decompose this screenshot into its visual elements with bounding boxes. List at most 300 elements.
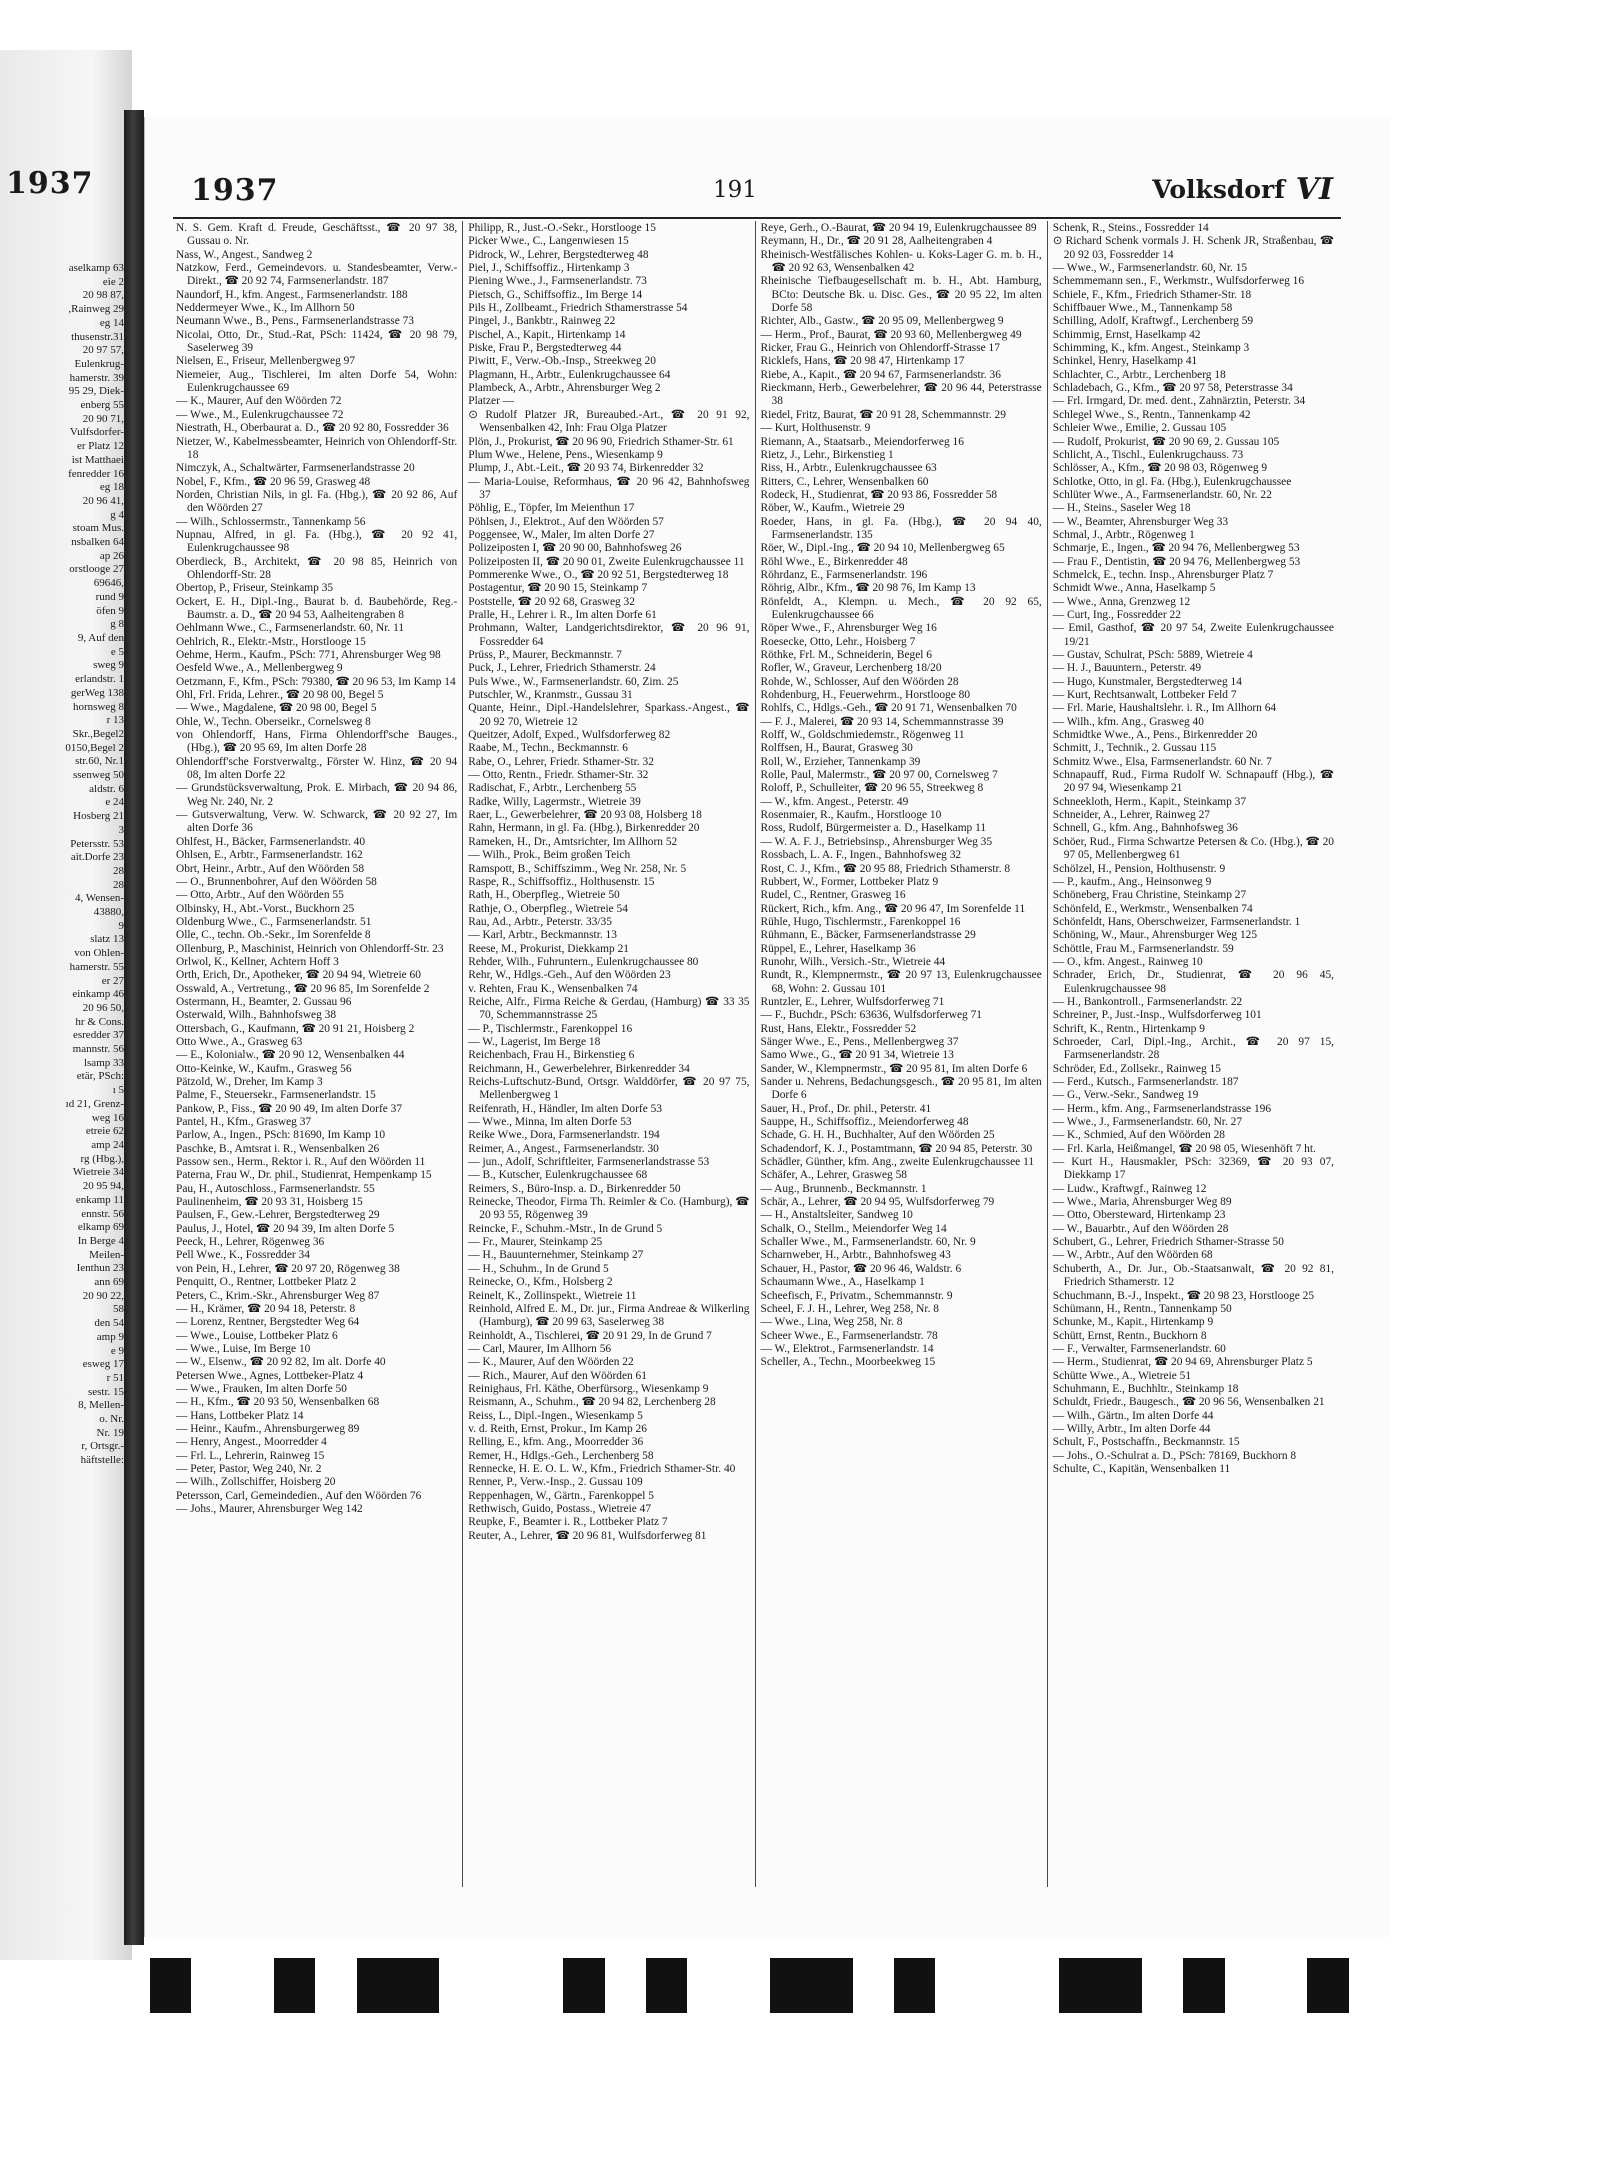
directory-entry: Poststelle, ☎ 20 92 68, Grasweg 32	[468, 595, 635, 608]
directory-entry: — W., Elektrot., Farmsenerlandstr. 14	[760, 1342, 934, 1355]
previous-page-fragment: 4, Wensen-	[74, 892, 124, 905]
directory-entry: — Hugo, Kunstmaler, Bergstedterweg 14	[1052, 675, 1242, 688]
directory-entry: Reppenhagen, W., Gärtn., Farenkoppel 5	[468, 1489, 654, 1502]
directory-entry: Rohdenburg, H., Feuerwehrm., Horstlooge 80	[760, 689, 971, 702]
directory-entry: Reichs-Luftschutz-Bund, Ortsgr. Walddörfer, ☎ 20 97 75, Mellenbergweg 1	[468, 1076, 750, 1102]
previous-page-fragment: thusenstr.31	[71, 330, 124, 343]
previous-page-fragment: einkamp 46	[72, 988, 124, 1001]
directory-entry: Rameken, H., Dr., Amtsrichter, Im Allhorn 52	[468, 835, 678, 848]
directory-entry: Roloff, P., Schulleiter, ☎ 20 96 55, Streekweg 8	[760, 782, 984, 795]
previous-page-fragment: etär, PSch:	[76, 1070, 124, 1083]
directory-entry: Reiche, Alfr., Firma Reiche & Gerdau, (Hamburg) ☎ 33 35 70, Schemmannstrasse 25	[468, 995, 750, 1022]
scan-artifact-bar	[150, 1958, 1390, 2013]
previous-page-fragment: 3	[118, 823, 124, 836]
previous-page-fragment: ,Rainweg 29	[68, 303, 124, 316]
directory-entry: Rolffsen, H., Baurat, Grasweg 30	[760, 742, 913, 755]
directory-entry: — jun., Adolf, Schriftleiter, Farmsenerlandstrasse 53	[468, 1156, 710, 1169]
directory-entry: Renner, P., Verw.-Insp., 2. Gussau 109	[468, 1476, 643, 1489]
directory-entry: Ricklefs, Hans, ☎ 20 98 47, Hirtenkamp 17	[760, 355, 965, 368]
directory-entry: Schleier Wwe., Emilie, 2. Gussau 105	[1052, 422, 1227, 435]
directory-entry: Ricker, Frau G., Heinrich von Ohlendorff-Strasse 17	[760, 342, 1000, 355]
scan-artifact-block	[853, 1958, 894, 2013]
directory-entry: Riss, H., Arbtr., Eulenkrugchaussee 63	[760, 462, 937, 475]
previous-page-fragment: e 24	[105, 796, 124, 809]
directory-entry: Reymann, H., Dr., ☎ 20 91 28, Aalheitengraben 4	[760, 235, 993, 248]
directory-column-2	[462, 221, 754, 1887]
directory-entry: von Ohlendorff, Hans, Firma Ohlendorff'sche Bauges., (Hbg.), ☎ 20 95 69, Im alten Dorfe 28	[176, 729, 458, 755]
directory-entry: Pell Wwe., K., Fossredder 34	[176, 1249, 310, 1262]
directory-entry: Pingel, J., Bankbtr., Rainweg 22	[468, 315, 616, 328]
directory-entry: Reichenbach, Frau H., Birkenstieg 6	[468, 1049, 635, 1062]
previous-page-fragment: 9, Auf den	[77, 631, 124, 644]
previous-page-fragment: r 51	[106, 1371, 124, 1384]
directory-entry: Schuchmann, B.-J., Inspekt., ☎ 20 98 23, Horstlooge 25	[1052, 1289, 1315, 1302]
directory-entry: Oldenburg Wwe., C., Farmsenerlandstr. 51	[176, 915, 372, 928]
directory-entry: — Karl, Arbtr., Beckmannstr. 13	[468, 929, 617, 942]
directory-entry: Radke, Willy, Lagermstr., Wietreie 39	[468, 795, 641, 808]
directory-entry: Reye, Gerh., O.-Baurat, ☎ 20 94 19, Eulenkrugchaussee 89	[760, 222, 1037, 234]
previous-page-fragment: g 4	[110, 508, 124, 521]
directory-entry: Rühle, Hugo, Tischlermstr., Farenkoppel 16	[760, 915, 961, 928]
directory-entry: Rofler, W., Graveur, Lerchenberg 18/20	[760, 662, 942, 675]
directory-entry: — F., Verwalter, Farmsenerlandstr. 60	[1052, 1342, 1226, 1355]
directory-entry: Schlachter, C., Arbtr., Lerchenberg 18	[1052, 368, 1226, 381]
directory-entry: Philipp, R., Just.-O.-Sekr., Horstlooge 15	[468, 222, 656, 234]
directory-entry: Pöhlsen, J., Elektrot., Auf den Wöörden 57	[468, 515, 664, 528]
directory-entry: Reincke, F., Schuhm.-Mstr., In de Grund 5	[468, 1222, 663, 1235]
scan-artifact-block	[481, 1958, 522, 2013]
directory-entry: Paulus, J., Hotel, ☎ 20 94 39, Im alten Dorfe 5	[176, 1222, 395, 1235]
previous-page-fragment: 20 90 71,	[82, 412, 124, 425]
directory-entry: — Frl. Karla, Heißmangel, ☎ 20 98 05, Wiesenhöft 7 ht.	[1052, 1142, 1316, 1155]
directory-entry: Paulsen, F., Gew.-Lehrer, Bergstedterweg 29	[176, 1209, 380, 1222]
directory-entry: Paulinenheim, ☎ 20 93 31, Hoisberg 15	[176, 1196, 363, 1209]
directory-entry: Ritters, C., Lehrer, Wensenbalken 60	[760, 475, 929, 488]
directory-entry: — Carl, Maurer, Im Allhorn 56	[468, 1342, 612, 1355]
directory-entry: Riemann, A., Staatsarb., Meiendorferweg 16	[760, 435, 964, 448]
directory-entry: Rühmann, E., Bäcker, Farmsenerlandstrasse 29	[760, 929, 976, 942]
directory-entry: — Grundstücksverwaltung, Prok. E. Mirbach, ☎ 20 94 86, Weg Nr. 240, Nr. 2	[176, 782, 458, 808]
directory-entry: Riebe, A., Kapit., ☎ 20 94 67, Farmsenerlandstr. 36	[760, 368, 1001, 381]
directory-entry: — H., Bauunternehmer, Steinkamp 27	[468, 1249, 644, 1262]
previous-page-fragment: den 54	[94, 1317, 124, 1330]
directory-entry: Niemeier, Aug., Tischlerei, Im alten Dorfe 54, Wohn: Eulenkrugchaussee 69	[176, 368, 458, 395]
directory-entry: Schulte, C., Kapitän, Wensenbalken 11	[1052, 1462, 1231, 1475]
previous-page-fragment: eie 2	[102, 275, 124, 288]
directory-entry: — W., Bauarbtr., Auf den Wöörden 28	[1052, 1222, 1229, 1235]
directory-entry: Schmarje, E., Ingen., ☎ 20 94 76, Mellenbergweg 53	[1052, 542, 1300, 555]
directory-entry: Schimmig, Ernst, Haselkamp 42	[1052, 328, 1201, 341]
directory-entry: Schiele, F., Kfm., Friedrich Sthamer-Str. 18	[1052, 288, 1252, 301]
directory-entry: Pietsch, G., Schiffsoffiz., Im Berge 14	[468, 288, 643, 301]
directory-entry: — Kurt H., Hausmakler, PSch: 32369, ☎ 20 93 07, Diekkamp 17	[1052, 1156, 1334, 1182]
directory-entry: — H., Krämer, ☎ 20 94 18, Peterstr. 8	[176, 1302, 356, 1315]
directory-entry: Rau, Ad., Arbtr., Peterstr. 33/35	[468, 915, 612, 928]
previous-page-fragment: Skr.,Begel2	[72, 727, 124, 740]
directory-entry: Pils H., Zollbeamt., Friedrich Sthamerstrasse 54	[468, 302, 688, 315]
directory-entry: — P., Tischlermstr., Farenkoppel 16	[468, 1022, 633, 1035]
directory-entry: Schöttle, Frau M., Farmsenerlandstr. 59	[1052, 942, 1234, 955]
directory-entry: Pankow, P., Fiss., ☎ 20 90 49, Im alten Dorfe 37	[176, 1102, 403, 1115]
directory-entry: Rundt, R., Klempnermstr., ☎ 20 97 13, Eulenkrugchaussee 68, Wohn: 2. Gussau 101	[760, 969, 1042, 995]
previous-page-fragment: ait.Dorfe 23	[70, 851, 124, 864]
directory-entry: Schuhmann, E., Buchhltr., Steinkamp 18	[1052, 1382, 1239, 1395]
directory-entry: — W., Arbtr., Auf den Wöörden 68	[1052, 1249, 1213, 1262]
directory-entry: Pätzold, W., Dreher, Im Kamp 3	[176, 1076, 323, 1088]
directory-entry: — Wilh., Gärtn., Im alten Dorfe 44	[1052, 1409, 1214, 1422]
directory-entry: Olbinsky, H., Abt.-Vorst., Buckhorn 25	[176, 902, 355, 915]
directory-entry: — Frau F., Dentistin, ☎ 20 94 76, Mellenbergweg 53	[1052, 555, 1301, 568]
directory-entry: Schaumann Wwe., A., Haselkamp 1	[760, 1276, 925, 1289]
directory-entry: Rehr, W., Hdlgs.-Geh., Auf den Wöörden 23	[468, 969, 671, 982]
directory-entry: — G., Verw.-Sekr., Sandweg 19	[1052, 1089, 1199, 1102]
directory-entry: — Herm., Studienrat, ☎ 20 94 69, Ahrensburger Platz 5	[1052, 1356, 1313, 1369]
directory-entry: Schnell, G., kfm. Ang., Bahnhofsweg 36	[1052, 822, 1238, 835]
directory-entry: Schümann, H., Rentn., Tannenkamp 50	[1052, 1302, 1232, 1315]
directory-entry: — Wilh., Schlossermstr., Tannenkamp 56	[176, 515, 366, 528]
directory-entry: Roesecke, Otto, Lehr., Hoisberg 7	[760, 635, 916, 648]
directory-entry: Rietz, J., Lehr., Birkenstieg 1	[760, 448, 894, 461]
previous-page-fragment: hornsweg 8	[72, 700, 124, 713]
previous-page-fragment: Petersstr. 53	[70, 837, 124, 850]
directory-entry: Schladebach, G., Kfm., ☎ 20 97 58, Peterstrasse 34	[1052, 382, 1293, 395]
directory-entry: N. S. Gem. Kraft d. Freude, Geschäftsst., ☎ 20 97 38, Gussau o. Nr.	[176, 222, 458, 248]
directory-entry: Relling, E., kfm. Ang., Moorredder 36	[468, 1436, 644, 1449]
scan-artifact-block	[563, 1958, 604, 2013]
directory-entry: Raer, L., Gewerbelehrer, ☎ 20 93 08, Holsberg 18	[468, 809, 702, 822]
directory-entry: Schemmemann sen., F., Werkmstr., Wulfsdorferweg 16	[1052, 275, 1305, 288]
page-number: 191	[713, 177, 757, 203]
directory-entry: — Wwe., W., Farmsenerlandstr. 60, Nr. 15	[1052, 262, 1248, 275]
previous-page-fragment: von Ohlen-	[74, 947, 124, 960]
directory-entry: Schmitt, J., Technik., 2. Gussau 115	[1052, 742, 1217, 755]
directory-entry: Ohlendorff'sche Forstverwaltg., Förster W. Hinz, ☎ 20 94 08, Im alten Dorfe 22	[176, 755, 458, 782]
scan-artifact-block	[439, 1958, 480, 2013]
directory-entry: — Wwe., Minna, Im alten Dorfe 53	[468, 1116, 632, 1129]
directory-entry: Plum Wwe., Helene, Pens., Wiesenkamp 9	[468, 448, 663, 461]
directory-entry: Rieckmann, Herb., Gewerbelehrer, ☎ 20 96 44, Peterstrasse 38	[760, 382, 1042, 408]
directory-entry: Queitzer, Adolf, Exped., Wulfsdorferweg 82	[468, 729, 671, 742]
book-spine	[124, 110, 144, 1945]
directory-entry: Reimer, A., Angest., Farmsenerlandstr. 30	[468, 1142, 659, 1155]
directory-entry: Rosenmaier, R., Kaufm., Horstlooge 10	[760, 809, 942, 822]
directory-entry: Schuberth, A., Dr. Jur., Ob.-Staatsanwalt, ☎ 20 92 81, Friedrich Sthamerstr. 12	[1052, 1262, 1334, 1289]
directory-entry: Ross, Rudolf, Bürgermeister a. D., Haselkamp 11	[760, 822, 987, 835]
previous-page-fragment: esredder 37	[72, 1029, 124, 1042]
directory-entry: Schäfer, A., Lehrer, Grasweg 58	[760, 1169, 907, 1182]
scan-artifact-block	[1349, 1958, 1390, 2013]
directory-entry: — Gustav, Schulrat, PSch: 5889, Wietreie 4	[1052, 649, 1253, 661]
scan-artifact-block	[977, 1958, 1018, 2013]
directory-entry: — W., Lagerist, Im Berge 18	[468, 1035, 601, 1048]
directory-entry: Pidrock, W., Lehrer, Bergstedterweg 48	[468, 248, 649, 261]
previous-page-fragment: ı 5	[112, 1084, 124, 1097]
directory-entry: Niestrath, H., Oberbaurat a. D., ☎ 20 92 80, Fossredder 36	[176, 422, 449, 435]
scan-artifact-block	[1142, 1958, 1183, 2013]
directory-entry: — Hans, Lottbeker Platz 14	[176, 1409, 304, 1422]
previous-page-fragment: Wietreie 34	[72, 1166, 124, 1179]
directory-entry: — W., Beamter, Ahrensburger Weg 33	[1052, 515, 1229, 528]
previous-page-fragment: ennstr. 56	[81, 1207, 124, 1220]
directory-page	[144, 117, 1391, 1937]
directory-entry: Otto Wwe., A., Grasweg 63	[176, 1035, 303, 1048]
previous-page-fragment: ann 69	[94, 1276, 124, 1289]
directory-entry: Puck, J., Lehrer, Friedrich Sthamerstr. 24	[468, 662, 656, 675]
previous-page-fragment: esweg 17	[82, 1358, 124, 1371]
directory-entry: Osswald, A., Vertretung., ☎ 20 96 85, Im Sorenfelde 2	[176, 982, 430, 995]
previous-page-fragment: hamerstr. 55	[69, 960, 124, 973]
scan-artifact-block	[1059, 1958, 1100, 2013]
directory-entry: Nupnau, Alfred, in gl. Fa. (Hbg.), ☎ 20 92 41, Eulenkrugchaussee 98	[176, 528, 458, 555]
directory-entry: — Rudolf, Prokurist, ☎ 20 90 69, 2. Gussau 105	[1052, 435, 1280, 448]
directory-entry: Röhl Wwe., E., Birkenredder 48	[760, 555, 908, 568]
directory-entry: — H., Schuhm., In de Grund 5	[468, 1262, 609, 1275]
directory-entry: Ockert, E. H., Dipl.-Ing., Baurat b. d. Baubehörde, Reg.-Baumstr. a. D., ☎ 20 94 53, Aalheitengraben 8	[176, 595, 458, 621]
directory-entry: Raabe, M., Techn., Beckmannstr. 6	[468, 742, 628, 755]
scan-artifact-block	[191, 1958, 232, 2013]
previous-page-fragment: rg (Hbg.),	[80, 1152, 124, 1165]
directory-entry: Oesfeld Wwe., A., Mellenbergweg 9	[176, 662, 343, 675]
previous-page-fragment: 8, Mellen-	[78, 1399, 124, 1412]
previous-page-fragment: 20 97 57,	[82, 344, 124, 357]
directory-entry: Richter, Alb., Gastw., ☎ 20 95 09, Mellenbergweg 9	[760, 315, 1004, 328]
directory-entry: Pralle, H., Lehrer i. R., Im alten Dorfe 61	[468, 608, 657, 621]
directory-entry: Pischel, A., Kapit., Hirtenkamp 14	[468, 328, 626, 341]
directory-entry: Röber, W., Kaufm., Wietreie 29	[760, 502, 905, 515]
directory-entry: Poggensee, W., Maler, Im alten Dorfe 27	[468, 528, 655, 541]
directory-entry: — Wwe., Lina, Weg 258, Nr. 8	[760, 1316, 903, 1329]
directory-entry: Plagmann, H., Arbtr., Eulenkrugchaussee 64	[468, 368, 671, 381]
directory-entry: Norden, Christian Nils, in gl. Fa. (Hbg.), ☎ 20 92 86, Auf den Wöörden 27	[176, 488, 458, 515]
directory-entry: Rudel, C., Rentner, Grasweg 16	[760, 889, 906, 902]
page-volume: VI	[1295, 172, 1333, 207]
scan-artifact-block	[811, 1958, 852, 2013]
directory-entry: — Willy, Arbtr., Im alten Dorfe 44	[1052, 1422, 1211, 1435]
directory-entry: — K., Schmied, Auf den Wöörden 28	[1052, 1129, 1225, 1142]
directory-entry: Rönfeldt, A., Klempn. u. Mech., ☎ 20 92 65, Eulenkrugchaussee 66	[760, 595, 1042, 621]
directory-entry: Reinelt, K., Zollinspekt., Wietreie 11	[468, 1289, 637, 1302]
directory-entry: Rohlfs, C., Hdlgs.-Geh., ☎ 20 91 71, Wensenbalken 70	[760, 702, 1017, 715]
directory-entry: Schär, A., Lehrer, ☎ 20 94 95, Wulfsdorferweg 79	[760, 1196, 995, 1209]
directory-entry: Radischat, F., Arbtr., Lerchenberg 55	[468, 782, 637, 795]
directory-entry: Schmal, J., Arbtr., Rögenweg 1	[1052, 528, 1195, 541]
directory-entry: Schmitz Wwe., Elsa, Farmsenerlandstr. 60 Nr. 7	[1052, 755, 1272, 768]
directory-entry: Schneider, A., Lehrer, Rainweg 27	[1052, 809, 1210, 822]
directory-entry: Neddermeyer Wwe., K., Im Allhorn 50	[176, 302, 355, 315]
previous-page-fragment: 20 96 50,	[82, 1001, 124, 1014]
scan-artifact-block	[1225, 1958, 1266, 2013]
directory-entry: Schubert, G., Lehrer, Friedrich Sthamer-Strasse 50	[1052, 1236, 1284, 1249]
previous-page-fragment: ıd 21, Grenz-	[65, 1097, 124, 1110]
directory-entry: — Peter, Pastor, Weg 240, Nr. 2	[176, 1462, 322, 1475]
directory-entry: Rüppel, E., Lehrer, Haselkamp 36	[760, 942, 916, 955]
directory-entry: Schmidtke Wwe., A., Pens., Birkenredder 20	[1052, 729, 1258, 742]
previous-page-fragment: enkamp 11	[75, 1193, 124, 1206]
directory-entry: — Frl. L., Lehrerin, Rainweg 15	[176, 1449, 325, 1462]
directory-entry: Rheinische Tiefbaugesellschaft m. b. H., Abt. Hamburg, BCto: Deutsche Bk. u. Disc. Ges., ☎ 20 95 22, Im alten Dorfe 58	[760, 275, 1042, 315]
previous-page-fragment: rund 9	[95, 590, 124, 603]
directory-entry: Picker Wwe., C., Langenwiesen 15	[468, 235, 629, 248]
directory-entry: Schauer, H., Pastor, ☎ 20 96 46, Waldstr. 6	[760, 1262, 962, 1275]
directory-entry: Ramspott, B., Schiffszimm., Weg Nr. 258, Nr. 5	[468, 862, 687, 875]
directory-entry: Rethwisch, Guido, Postass., Wietreie 47	[468, 1503, 652, 1515]
directory-entry: Piel, J., Schiffsoffiz., Hirtenkamp 3	[468, 262, 630, 275]
directory-entry: Nimczyk, A., Schaltwärter, Farmsenerlandstrasse 20	[176, 462, 415, 475]
directory-entry: — Otto, Rentn., Friedr. Sthamer-Str. 32	[468, 769, 649, 782]
directory-entry: Reinecke, Theodor, Firma Th. Reimler & Co. (Hamburg), ☎ 20 93 55, Rögenweg 39	[468, 1196, 750, 1222]
directory-entry: Schöneberg, Frau Christine, Steinkamp 27	[1052, 889, 1247, 902]
directory-entry: — W. A. F. J., Betriebsinsp., Ahrensburger Weg 35	[760, 835, 993, 848]
previous-page-fragment: nsbalken 64	[71, 536, 124, 549]
directory-entry: v. Rehten, Frau K., Wensenbalken 74	[468, 982, 638, 995]
directory-entry: Röper Wwe., F., Ahrensburger Weg 16	[760, 622, 937, 635]
directory-entry: — F. J., Malerei, ☎ 20 93 14, Schemmannstrasse 39	[760, 715, 1004, 728]
directory-entry: Neumann Wwe., B., Pens., Farmsenerlandstrasse 73	[176, 315, 414, 328]
directory-entry: — Wwe., Louise, Lottbeker Platz 6	[176, 1329, 338, 1342]
directory-entry: Schalk, O., Stellm., Meiendorfer Weg 14	[760, 1222, 947, 1235]
directory-entry: — Lorenz, Rentner, Bergstedter Weg 64	[176, 1316, 360, 1329]
scan-artifact-block	[150, 1958, 191, 2013]
previous-page-fragment: fenredder 16	[68, 467, 124, 480]
scan-artifact-block	[646, 1958, 687, 2013]
directory-entry: Postagentur, ☎ 20 90 15, Steinkamp 7	[468, 582, 648, 595]
directory-entry: Rathje, O., Oberpfleg., Wietreie 54	[468, 902, 628, 915]
scan-artifact-block	[274, 1958, 315, 2013]
directory-entry: Oehlmann Wwe., C., Farmsenerlandstr. 60, Nr. 11	[176, 622, 405, 635]
directory-entry: Plump, J., Abt.-Leit., ☎ 20 93 74, Birkenredder 32	[468, 462, 704, 475]
directory-entry: Rabe, O., Lehrer, Friedr. Sthamer-Str. 32	[468, 755, 654, 768]
directory-entry: Reimers, S., Büro-Insp. a. D., Birkenredder 50	[468, 1182, 681, 1195]
previous-page-fragment: 43880,	[93, 906, 124, 919]
previous-page-fragment: str.60, Nr.1	[75, 755, 124, 768]
directory-entry: Schilling, Adolf, Kraftwgf., Lerchenberg 59	[1052, 315, 1254, 328]
previous-page-fragment: öfen 9	[96, 604, 124, 617]
directory-entry: Ohle, W., Techn. Oberseikr., Cornelsweg 8	[176, 715, 371, 728]
directory-entry: Schröder, Ed., Zollsekr., Rainweg 15	[1052, 1062, 1221, 1075]
previous-page-fragment: Vulfsdorfer-	[69, 426, 124, 439]
directory-entry: Riedel, Fritz, Baurat, ☎ 20 91 28, Schemmannstr. 29	[760, 408, 1006, 421]
previous-page-fragment: sestr. 15	[87, 1385, 124, 1398]
directory-entry: Schöning, W., Maur., Ahrensburger Weg 125	[1052, 929, 1258, 942]
directory-entry: Sauer, H., Prof., Dr. phil., Peterstr. 41	[760, 1102, 932, 1115]
directory-entry: — W., kfm. Angest., Peterstr. 49	[760, 795, 909, 808]
directory-entry: Raspe, R., Schiffsoffiz., Holthusenstr. 15	[468, 875, 655, 888]
directory-entry: Schütte Wwe., A., Wietreie 51	[1052, 1369, 1192, 1382]
directory-entry: Runohr, Wilh., Versich.-Str., Wietreie 44	[760, 955, 946, 968]
previous-page-fragment: er 27	[101, 974, 124, 987]
directory-entry: Peeck, H., Lehrer, Rögenweg 36	[176, 1236, 325, 1249]
directory-entry: Scheer Wwe., E., Farmsenerlandstr. 78	[760, 1329, 938, 1342]
previous-page-fragment: Meilen-	[89, 1248, 124, 1261]
directory-entry: Piske, Frau P., Bergstedterweg 44	[468, 342, 622, 355]
directory-entry: — H., Kfm., ☎ 20 93 50, Wensenbalken 68	[176, 1396, 380, 1409]
directory-entry: Schlegel Wwe., S., Rentn., Tannenkamp 42	[1052, 408, 1251, 421]
header-rule	[173, 217, 1341, 219]
directory-entry: Palme, F., Steuersekr., Farmsenerlandstr. 15	[176, 1089, 376, 1102]
directory-entry: Putschler, W., Kranmstr., Gussau 31	[468, 689, 633, 702]
previous-page-fragment: 20 98 87,	[82, 289, 124, 302]
directory-entry: Petersen Wwe., Agnes, Lottbeker-Platz 4	[176, 1369, 364, 1382]
directory-entry: Röer, W., Dipl.-Ing., ☎ 20 94 10, Mellenbergweg 65	[760, 542, 1005, 555]
previous-page-fragment: e 9	[110, 1344, 124, 1357]
directory-entry: — Johs., O.-Schulrat a. D., PSch: 78169, Buckhorn 8	[1052, 1449, 1297, 1462]
scan-artifact-block	[1307, 1958, 1348, 2013]
directory-entry: — Herm., Prof., Baurat, ☎ 20 93 60, Mellenbergweg 49	[760, 328, 1022, 341]
directory-column-1	[171, 221, 462, 1887]
directory-entry: Schlösser, A., Kfm., ☎ 20 98 03, Rögenweg 9	[1052, 462, 1268, 475]
scan-artifact-block	[357, 1958, 398, 2013]
directory-entry: Paterna, Frau W., Dr. phil., Studienrat, Hempenkamp 15	[176, 1169, 432, 1182]
directory-entry: Nobel, F., Kfm., ☎ 20 96 59, Grasweg 48	[176, 475, 371, 488]
directory-entry: Pöhlig, E., Töpfer, Im Meienthun 17	[468, 502, 635, 515]
directory-entry: Penquitt, O., Rentner, Lottbeker Platz 2	[176, 1276, 357, 1289]
directory-entry: Schadendorf, K. J., Postamtmann, ☎ 20 94 85, Peterstr. 30	[760, 1142, 1033, 1155]
directory-entry: — O., Brunnenbohrer, Auf den Wöörden 58	[176, 875, 377, 888]
directory-entry: Schiffbauer Wwe., M., Tannenkamp 58	[1052, 302, 1233, 315]
directory-entry: — Rich., Maurer, Auf den Wöörden 61	[468, 1369, 647, 1382]
previous-page-fragment: enberg 55	[80, 399, 124, 412]
previous-page-fragment: erlandstr. 1	[75, 673, 124, 686]
directory-entry: Schrader, Erich, Dr., Studienrat, ☎ 20 96 45, Eulenkrugchaussee 98	[1052, 969, 1334, 995]
directory-entry: Schimming, K., kfm. Angest., Steinkamp 3	[1052, 342, 1250, 355]
directory-entry: Nielsen, E., Friseur, Mellenbergweg 97	[176, 355, 356, 368]
previous-page-gutter	[0, 50, 132, 1960]
directory-entry: — H., Bankontroll., Farmsenerlandstr. 22	[1052, 995, 1243, 1008]
directory-entry: Schreiner, P., Just.-Insp., Wulfsdorferweg 101	[1052, 1009, 1262, 1022]
directory-entry: Reinecke, O., Kfm., Holsberg 2	[468, 1276, 613, 1289]
directory-entry: Nass, W., Angest., Sandweg 2	[176, 248, 313, 261]
directory-entry: v. d. Reith, Ernst, Prokur., Im Kamp 26	[468, 1422, 647, 1435]
scan-artifact-block	[1266, 1958, 1307, 2013]
directory-entry: Röhrdanz, E., Farmsenerlandstr. 196	[760, 568, 928, 581]
directory-entry: Roeder, Hans, in gl. Fa. (Hbg.), ☎ 20 94 40, Farmsenerlandstr. 135	[760, 515, 1042, 541]
directory-entry: Rust, Hans, Elektr., Fossredder 52	[760, 1022, 917, 1035]
directory-entry: Scharnweber, H., Arbtr., Bahnhofsweg 43	[760, 1249, 951, 1262]
directory-entry: Sander u. Nehrens, Bedachungsgesch., ☎ 20 95 81, Im alten Dorfe 6	[760, 1076, 1042, 1102]
previous-page-fragment: 20 90 22,	[82, 1289, 124, 1302]
directory-entry: Schuldt, Friedr., Baugesch., ☎ 20 96 56, Wensenbalken 21	[1052, 1396, 1325, 1409]
previous-page-fragment: hr & Cons.	[75, 1015, 124, 1028]
directory-entry: Reinhold, Alfred E. M., Dr. jur., Firma Andreae & Wilkerling (Hamburg), ☎ 20 99 63, Saselerweg 38	[468, 1302, 750, 1329]
previous-page-year: 1937	[6, 166, 94, 201]
previous-page-fragment: häftstelle:	[80, 1454, 124, 1467]
directory-entry: Rehder, Wilh., Fuhruntern., Eulenkrugchaussee 80	[468, 955, 699, 968]
directory-entry: — Wilh., Prok., Beim großen Teich	[468, 849, 631, 862]
directory-entry: Reike Wwe., Dora, Farmsenerlandstr. 194	[468, 1129, 660, 1142]
directory-entry: Rubbert, W., Former, Lottbeker Platz 9	[760, 875, 939, 888]
directory-entry: Reupke, F., Beamter i. R., Lottbeker Platz 7	[468, 1516, 668, 1529]
previous-page-fragment: hamerstr. 39	[69, 371, 124, 384]
directory-entry: Sänger Wwe., E., Pens., Mellenbergweg 37	[760, 1035, 959, 1048]
directory-entry: — Kurt, Holthusenstr. 9	[760, 422, 871, 435]
directory-entry: — Emil, Gasthof, ☎ 20 97 54, Zweite Eulenkrugchaussee 19/21	[1052, 622, 1334, 648]
directory-entry: Schönfeldt, Hans, Oberschweizer, Farmsenerlandstr. 1	[1052, 915, 1301, 928]
directory-entry: — Frl. Irmgard, Dr. med. dent., Zahnärztin, Peterstr. 34	[1052, 395, 1306, 408]
previous-page-fragment: gerWeg 138	[70, 686, 124, 699]
directory-entry: Quante, Heinr., Dipl.-Handelslehrer, Sparkass.-Angest., ☎ 20 92 70, Wietreie 12	[468, 702, 750, 728]
previous-page-fragment: ap 26	[99, 549, 124, 562]
scan-artifact-block	[605, 1958, 646, 2013]
directory-entry: Schneekloth, Herm., Kapit., Steinkamp 37	[1052, 795, 1247, 808]
previous-page-fragment: aselkamp 63	[68, 262, 124, 274]
directory-entry: Schade, G. H. H., Buchhalter, Auf den Wöörden 25	[760, 1129, 995, 1142]
directory-entry: Sauppe, H., Schiffsoffiz., Meiendorferweg 48	[760, 1116, 969, 1129]
directory-entry: von Pein, H., Lehrer, ☎ 20 97 20, Rögenweg 38	[176, 1262, 400, 1275]
directory-entry: — Heinr., Kaufm., Ahrensburgerweg 89	[176, 1422, 360, 1435]
directory-entry: — K., Maurer, Auf den Wöörden 22	[468, 1356, 634, 1369]
directory-entry: — P., kaufm., Ang., Heinsonweg 9	[1052, 875, 1212, 888]
directory-entry: Pantel, H., Kfm., Grasweg 37	[176, 1116, 312, 1129]
